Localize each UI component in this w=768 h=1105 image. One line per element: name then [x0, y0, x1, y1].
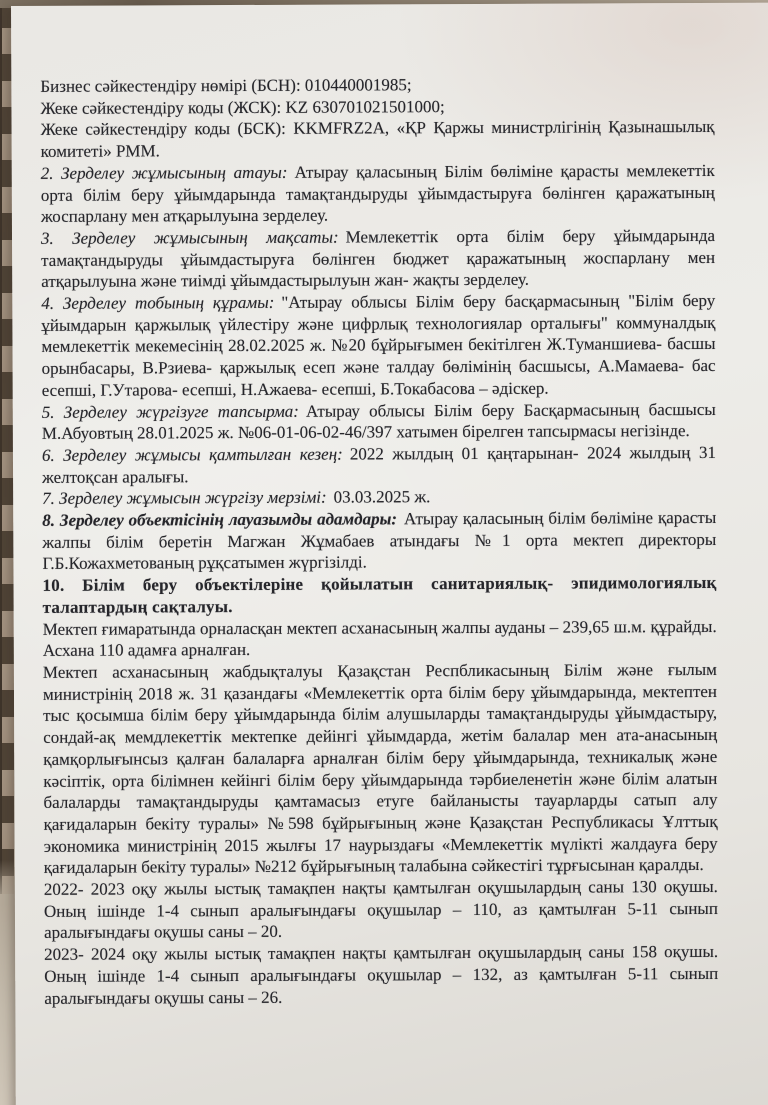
- paper-sheet: [11, 3, 768, 1105]
- section-7-study-date: [42, 485, 716, 510]
- page-text-block: [40, 73, 718, 1009]
- binding-shadow: [0, 860, 16, 1105]
- paragraph-zhsk: Жеке сәйкестендіру коды (ЖСК): KZ 630701021501000;: [40, 96, 445, 118]
- section-7-text: 03.03.2025 ж.: [333, 487, 431, 507]
- section-5-text: Атырау облысы Білім беру Басқармасының басшысы М.Абуовтың 28.01.2025 ж. №06-01-06-02-46/397 хатымен бірелген тапсырмасы негізінде.: [41, 399, 716, 444]
- paragraph-2022-2023-coverage: 2022- 2023 оқу жылы ыстық тамақпен нақты қамтылған оқушылардың саны 130 оқушы. Оның ішінде 1-4 сынып аралығындағы оқушылар – 110, аз қамтылған 5-11 сынып аралығындағы оқушы саны – 20.: [43, 876, 718, 943]
- section-5-assignment: [42, 398, 716, 444]
- section-2-study-name: [41, 160, 715, 228]
- paragraph-bsk: Жеке сәйкестендіру коды (БСК): KKMFRZ2A, «ҚР Қаржы министрлігінің Қазынашылық комитеті» РММ.: [40, 117, 715, 161]
- section-4-study-group: [41, 290, 715, 401]
- section-8-label: 8. Зерделеу объектісінің лауазымды адамдары:: [42, 509, 398, 530]
- section-8-text: Атырау қаласының білім бөліміне қарасты жалпы білім беретін Магжан Жұмабаев атындағы №1 орта мектеп директоры Г.Б.Кожахметованың рұқсатымен жүргізілді.: [42, 507, 717, 574]
- section-7-label: 7. Зерделеу жұмысын жүргізу мерзімі:: [42, 487, 327, 509]
- paragraph-canteen-equipment-orders: Мектеп асханасының жабдықталуы Қазақстан Респбликасының Білім және ғылым министрінің 2018 ж. 31 қазандағы «Мемлекеттік орта білім беру ұйымдарында, мектептен тыс қосымша білім беру ұйымдарында білім алушыларды тамақтандыруды ұйымдастыру, сондай-ақ мемдлекеттік мектепке дейінгі ұйымдарда, жетім балалар мен ата-анасының қамқорлығынсыз қалған балаларға арналған білім беру ұйымдарында, техникалық және кәсіптік, орта білімнен кейінгі білім беру ұйымдарында тәрбиеленетін және білім алатын балаларды тамақтандыруды қамтамасыз етуге байланысты тауарларды сатып алу қағидаларын бекіту туралы» №598 бұйрығының және Қазақстан Республикасы Ұлттық экономика министрінің 2015 жылғы 17 наурыздағы «Мемлекеттік мүлікті жалдауға беру қағидаларын бекіту туралы» №212 бұйрығының талабына сәйкестігі тұрғысынан қаралды.: [42, 659, 718, 878]
- section-6-label: 6. Зерделеу жұмысы қамтылған кезең:: [41, 444, 343, 465]
- section-6-covered-period: [42, 442, 716, 488]
- section-4-label: 4. Зерделеу тобының құрамы:: [41, 292, 275, 313]
- section-2-label: 2. Зерделеу жұмысының атауы:: [40, 162, 288, 183]
- section-3-study-goal: [41, 225, 715, 293]
- paragraph-canteen-area: Мектеп ғимаратында орналасқан мектеп асханасының жалпы ауданы – 239,65 ш.м. құрайды. Асхана 110 адамға арналған.: [42, 616, 717, 661]
- paragraph-bsn: Бизнес сәйкестендіру нөмірі (БСН): 010440001985;: [40, 75, 412, 96]
- section-6-text: 2022 жылдың 01 қаңтарынан- 2024 жылдың 31 желтоқсан аралығы.: [42, 442, 716, 487]
- section-10-heading: 10. Білім беру объектілеріне қойылатын санитариялық- эпидимологиялық талаптардың сақталуы.: [42, 573, 717, 617]
- section-2-text: Атырау қаласының Білім бөліміне қарасты мемлекеттік орта білім беру ұйымдарында тамақтандыруды ұйымдастыруға бөлінген қаражатының жоспарлану мен атқарылуына зерделеу.: [40, 160, 715, 227]
- section-3-text: Мемлекеттік орта білім беру ұйымдарында тамақтандыруды ұйымдастыруға бөлінген бюджет қаражатының жоспарлану мен атқарылуына және тиімді ұйымдастырылуын жан- жақты зерделеу.: [41, 225, 716, 292]
- section-5-label: 5. Зерделеу жүргізуге тапсырма:: [41, 401, 299, 422]
- section-8-officials: [42, 507, 716, 575]
- paragraph-2023-2024-coverage: 2023- 2024 оқу жылы ыстық тамақпен нақты қамтылған оқушылардың саны 158 оқушы. Оның ішінде 1-4 сынып аралығындағы оқушылар – 132, аз қамтылған 5-11 сынып аралығындағы оқушы саны – 26.: [44, 942, 719, 1008]
- section-3-label: 3. Зерделеу жұмысының мақсаты:: [40, 227, 339, 248]
- section-4-text: "Атырау облысы Білім беру басқармасының "Білім беру ұйымдарын қаржылық үйлестіру және цифрлық технологиялар орталығы" коммуналдық мемлекеттік мекемесінің 28.02.2025 ж. №20 бұйрығымен бекітілген Ж.Туманшиева- басшы орынбасары, В.Рзиева- қаржылық есеп және талдау бөлімінің басшысы, А.Мамаева- бас есепші, Г.Утарова- есепші, Н.Ажаева- есепші, Б.Токабасова – әдіскер.: [41, 290, 716, 400]
